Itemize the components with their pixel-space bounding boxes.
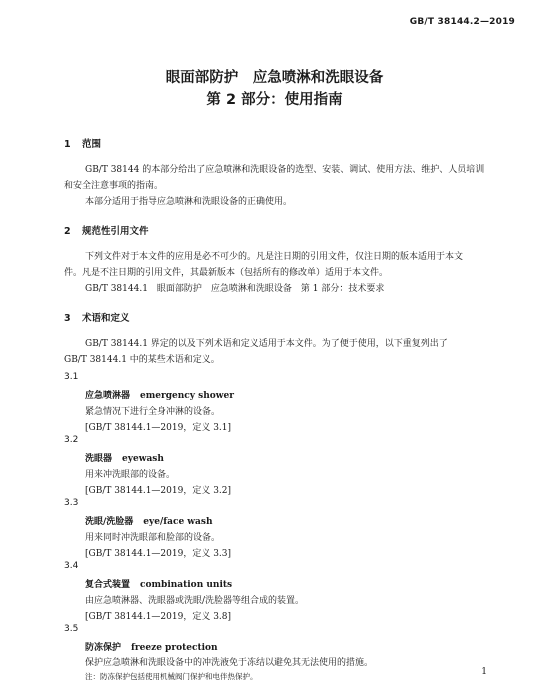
term-number: 3.5 [64, 624, 79, 634]
term-zh: 防冻保护 [85, 643, 122, 653]
term-entry [85, 640, 218, 653]
term-zh: 应急喷淋器 [85, 391, 131, 401]
paragraph-continuation: 和安全注意事项的指南。 [64, 181, 164, 191]
term-definition: 由应急喷淋器、洗眼器或洗眼/洗脸器等组合成的装置。 [85, 596, 305, 606]
document-subtitle: 第 2 部分：使用指南 [206, 92, 343, 108]
term-en: combination units [140, 580, 233, 590]
term-definition: 保护应急喷淋和洗眼设备中的冲洗液免于冻结以避免其无法使用的措施。 [85, 658, 374, 668]
term-source: [GB/T 38144.1—2019，定义 3.2] [85, 486, 232, 496]
term-zh: 复合式装置 [85, 580, 131, 590]
section-1-heading [64, 136, 101, 150]
term-entry [85, 388, 234, 401]
term-entry [85, 514, 213, 527]
term-zh: 洗眼/洗脸器 [85, 517, 134, 527]
term-definition: 用来冲洗眼部的设备。 [85, 470, 176, 480]
term-number: 3.4 [64, 561, 79, 571]
paragraph: 本部分适用于指导应急喷淋和洗眼设备的正确使用。 [85, 197, 293, 207]
term-en: eyewash [122, 454, 164, 464]
section-3-heading [64, 310, 130, 324]
term-source: [GB/T 38144.1—2019，定义 3.1] [85, 423, 232, 433]
term-source: [GB/T 38144.1—2019，定义 3.3] [85, 549, 232, 559]
term-source: [GB/T 38144.1—2019，定义 3.8] [85, 612, 232, 622]
term-entry [85, 577, 232, 590]
page-number: 1 [481, 667, 487, 677]
term-note: 注：防冻保护包括使用机械阀门保护和电伴热保护。 [85, 672, 258, 681]
normative-reference: GB/T 38144.1 眼面部防护 应急喷淋和洗眼设备 第 1 部分：技术要求 [85, 284, 385, 294]
section-number: 1 [64, 139, 71, 150]
section-number: 3 [64, 313, 71, 324]
term-zh: 洗眼器 [85, 454, 113, 464]
term-en: freeze protection [131, 643, 218, 653]
term-en: eye/face wash [143, 517, 213, 527]
section-title: 术语和定义 [82, 313, 130, 324]
term-number: 3.2 [64, 435, 79, 445]
paragraph: GB/T 38144.1 界定的以及下列术语和定义适用于本文件。为了便于使用，以下重复列出了 [85, 339, 448, 349]
paragraph: GB/T 38144 的本部分给出了应急喷淋和洗眼设备的选型、安装、调试、使用方法、维护、人员培训 [85, 165, 485, 175]
paragraph: 下列文件对于本文件的应用是必不可少的。凡是注日期的引用文件，仅注日期的版本适用于本文 [85, 252, 464, 262]
section-2-heading [64, 223, 149, 237]
paragraph-continuation: GB/T 38144.1 中的某些术语和定义。 [64, 355, 220, 365]
section-title: 规范性引用文件 [82, 226, 149, 237]
standard-code: GB/T 38144.2—2019 [409, 17, 515, 27]
term-entry [85, 451, 164, 464]
paragraph-continuation: 件。凡是不注日期的引用文件，其最新版本（包括所有的修改单）适用于本文件。 [64, 268, 389, 278]
term-number: 3.1 [64, 372, 79, 382]
section-number: 2 [64, 226, 71, 237]
term-definition: 紧急情况下进行全身冲淋的设备。 [85, 407, 221, 417]
document-title: 眼面部防护 应急喷淋和洗眼设备 [165, 70, 384, 86]
section-title: 范围 [82, 139, 102, 150]
term-number: 3.3 [64, 498, 79, 508]
term-en: emergency shower [140, 391, 234, 401]
term-definition: 用来同时冲洗眼部和脸部的设备。 [85, 533, 221, 543]
